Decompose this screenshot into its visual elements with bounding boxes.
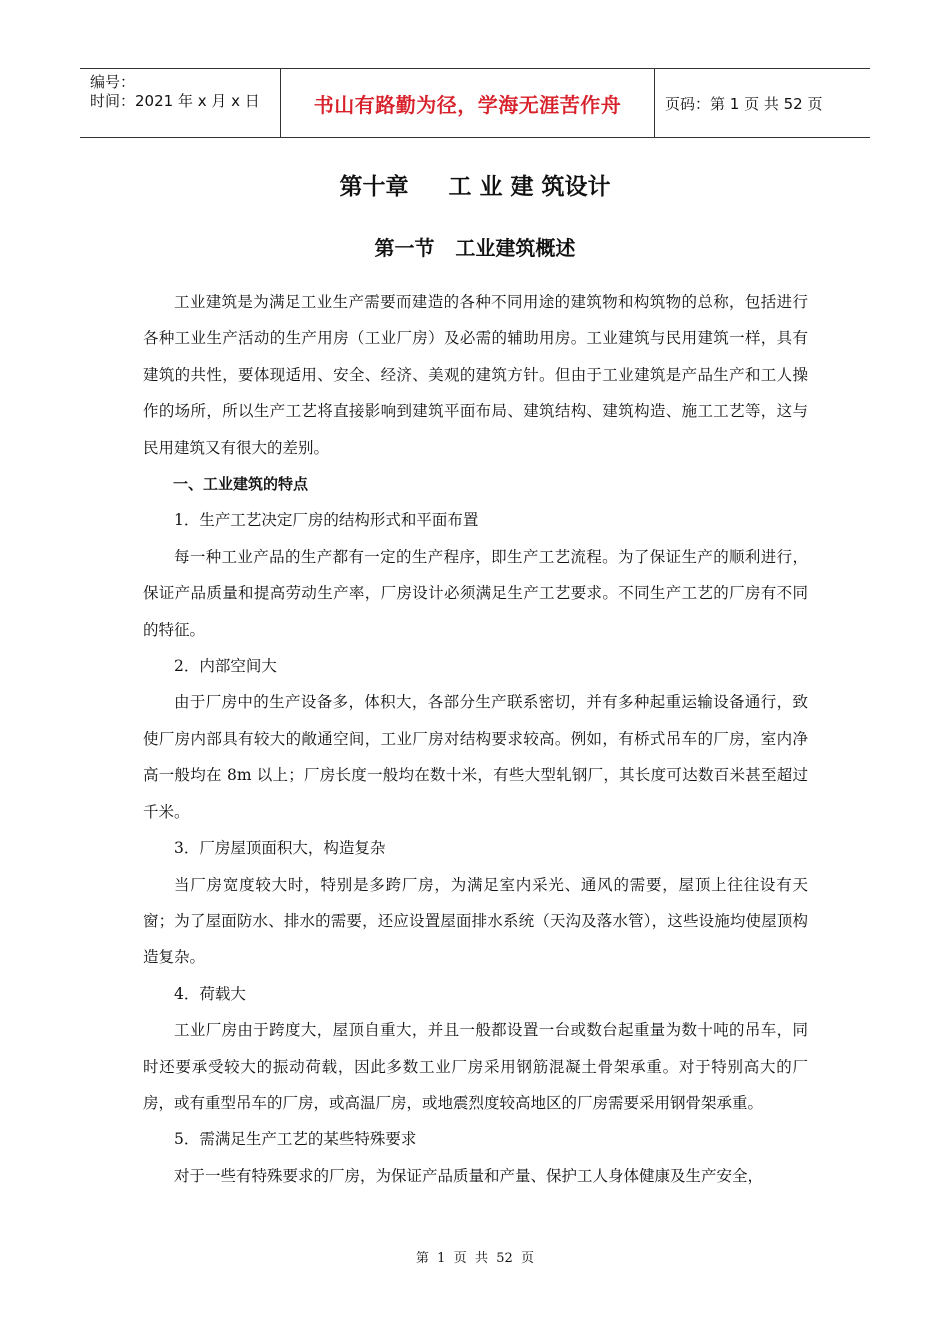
section-title: 第一节 工业建筑概述 xyxy=(374,236,576,260)
header-left-cell xyxy=(80,69,281,137)
paragraph: 工业建筑是为满足工业生产需要而建造的各种不同用途的建筑物和构筑物的总称，包括进行各种工业生产活动的生产用房（工业厂房）及必需的辅助用房。工业建筑与民用建筑一样，具有建筑的共性，要体现适用、安全、经济、美观的建筑方针。但由于工业建筑是产品生产和工人操作的场所，所以生产工艺将直接影响到建筑平面布局、建筑结构、建筑构造、施工工艺等，这与民用建筑又有很大的差别。 xyxy=(143,293,808,457)
page-footer: 第 1 页 共 52 页 xyxy=(415,1251,535,1266)
page-code: 页码：第 1 页 共 52 页 xyxy=(665,94,823,113)
paragraph: 由于厂房中的生产设备多，体积大，各部分生产联系密切，并有多种起重运输设备通行，致使厂房内部具有较大的敞通空间，工业厂房对结构要求较高。例如，有桥式吊车的厂房，室内净高一般均在 8m 以上；厂房长度一般均在数十米，有些大型轧钢厂，其长度可达数百米甚至超过千米。 xyxy=(143,693,808,821)
list-heading: 5．需满足生产工艺的某些特殊要求 xyxy=(174,1130,417,1149)
list-heading: 2．内部空间大 xyxy=(174,657,277,676)
serial-label: 编号： xyxy=(90,73,136,91)
paragraph: 对于一些有特殊要求的厂房，为保证产品质量和产量、保护工人身体健康及生产安全， xyxy=(174,1166,764,1185)
list-heading: 4．荷载大 xyxy=(174,984,246,1003)
motto: 书山有路勤为径，学海无涯苦作舟 xyxy=(281,69,655,137)
chapter-title: 第十章 工 业 建 筑设计 xyxy=(339,174,611,200)
body-text xyxy=(143,284,808,1194)
header-table xyxy=(80,68,870,138)
list-heading: 1．生产工艺决定厂房的结构形式和平面布置 xyxy=(174,511,479,530)
time-label: 时间：2021 年 x 月 x 日 xyxy=(90,92,260,110)
paragraph: 当厂房宽度较大时，特别是多跨厂房，为满足室内采光、通风的需要，屋顶上往往设有天窗；为了屋面防水、排水的需要，还应设置屋面排水系统（天沟及落水管），这些设施均使屋顶构造复杂。 xyxy=(143,875,808,967)
paragraph: 工业厂房由于跨度大，屋顶自重大，并且一般都设置一台或数台起重量为数十吨的吊车，同时还要承受较大的振动荷载，因此多数工业厂房采用钢筋混凝土骨架承重。对于特别高大的厂房，或有重型吊车的厂房，或高温厂房，或地震烈度较高地区的厂房需要采用钢骨架承重。 xyxy=(143,1021,808,1112)
list-heading: 3．厂房屋顶面积大，构造复杂 xyxy=(174,839,386,858)
subheading: 一、工业建筑的特点 xyxy=(173,475,309,494)
paragraph: 每一种工业产品的生产都有一定的生产程序，即生产工艺流程。为了保证生产的顺利进行，保证产品质量和提高劳动生产率，厂房设计必须满足生产工艺要求。不同生产工艺的厂房有不同的特征。 xyxy=(143,547,808,639)
